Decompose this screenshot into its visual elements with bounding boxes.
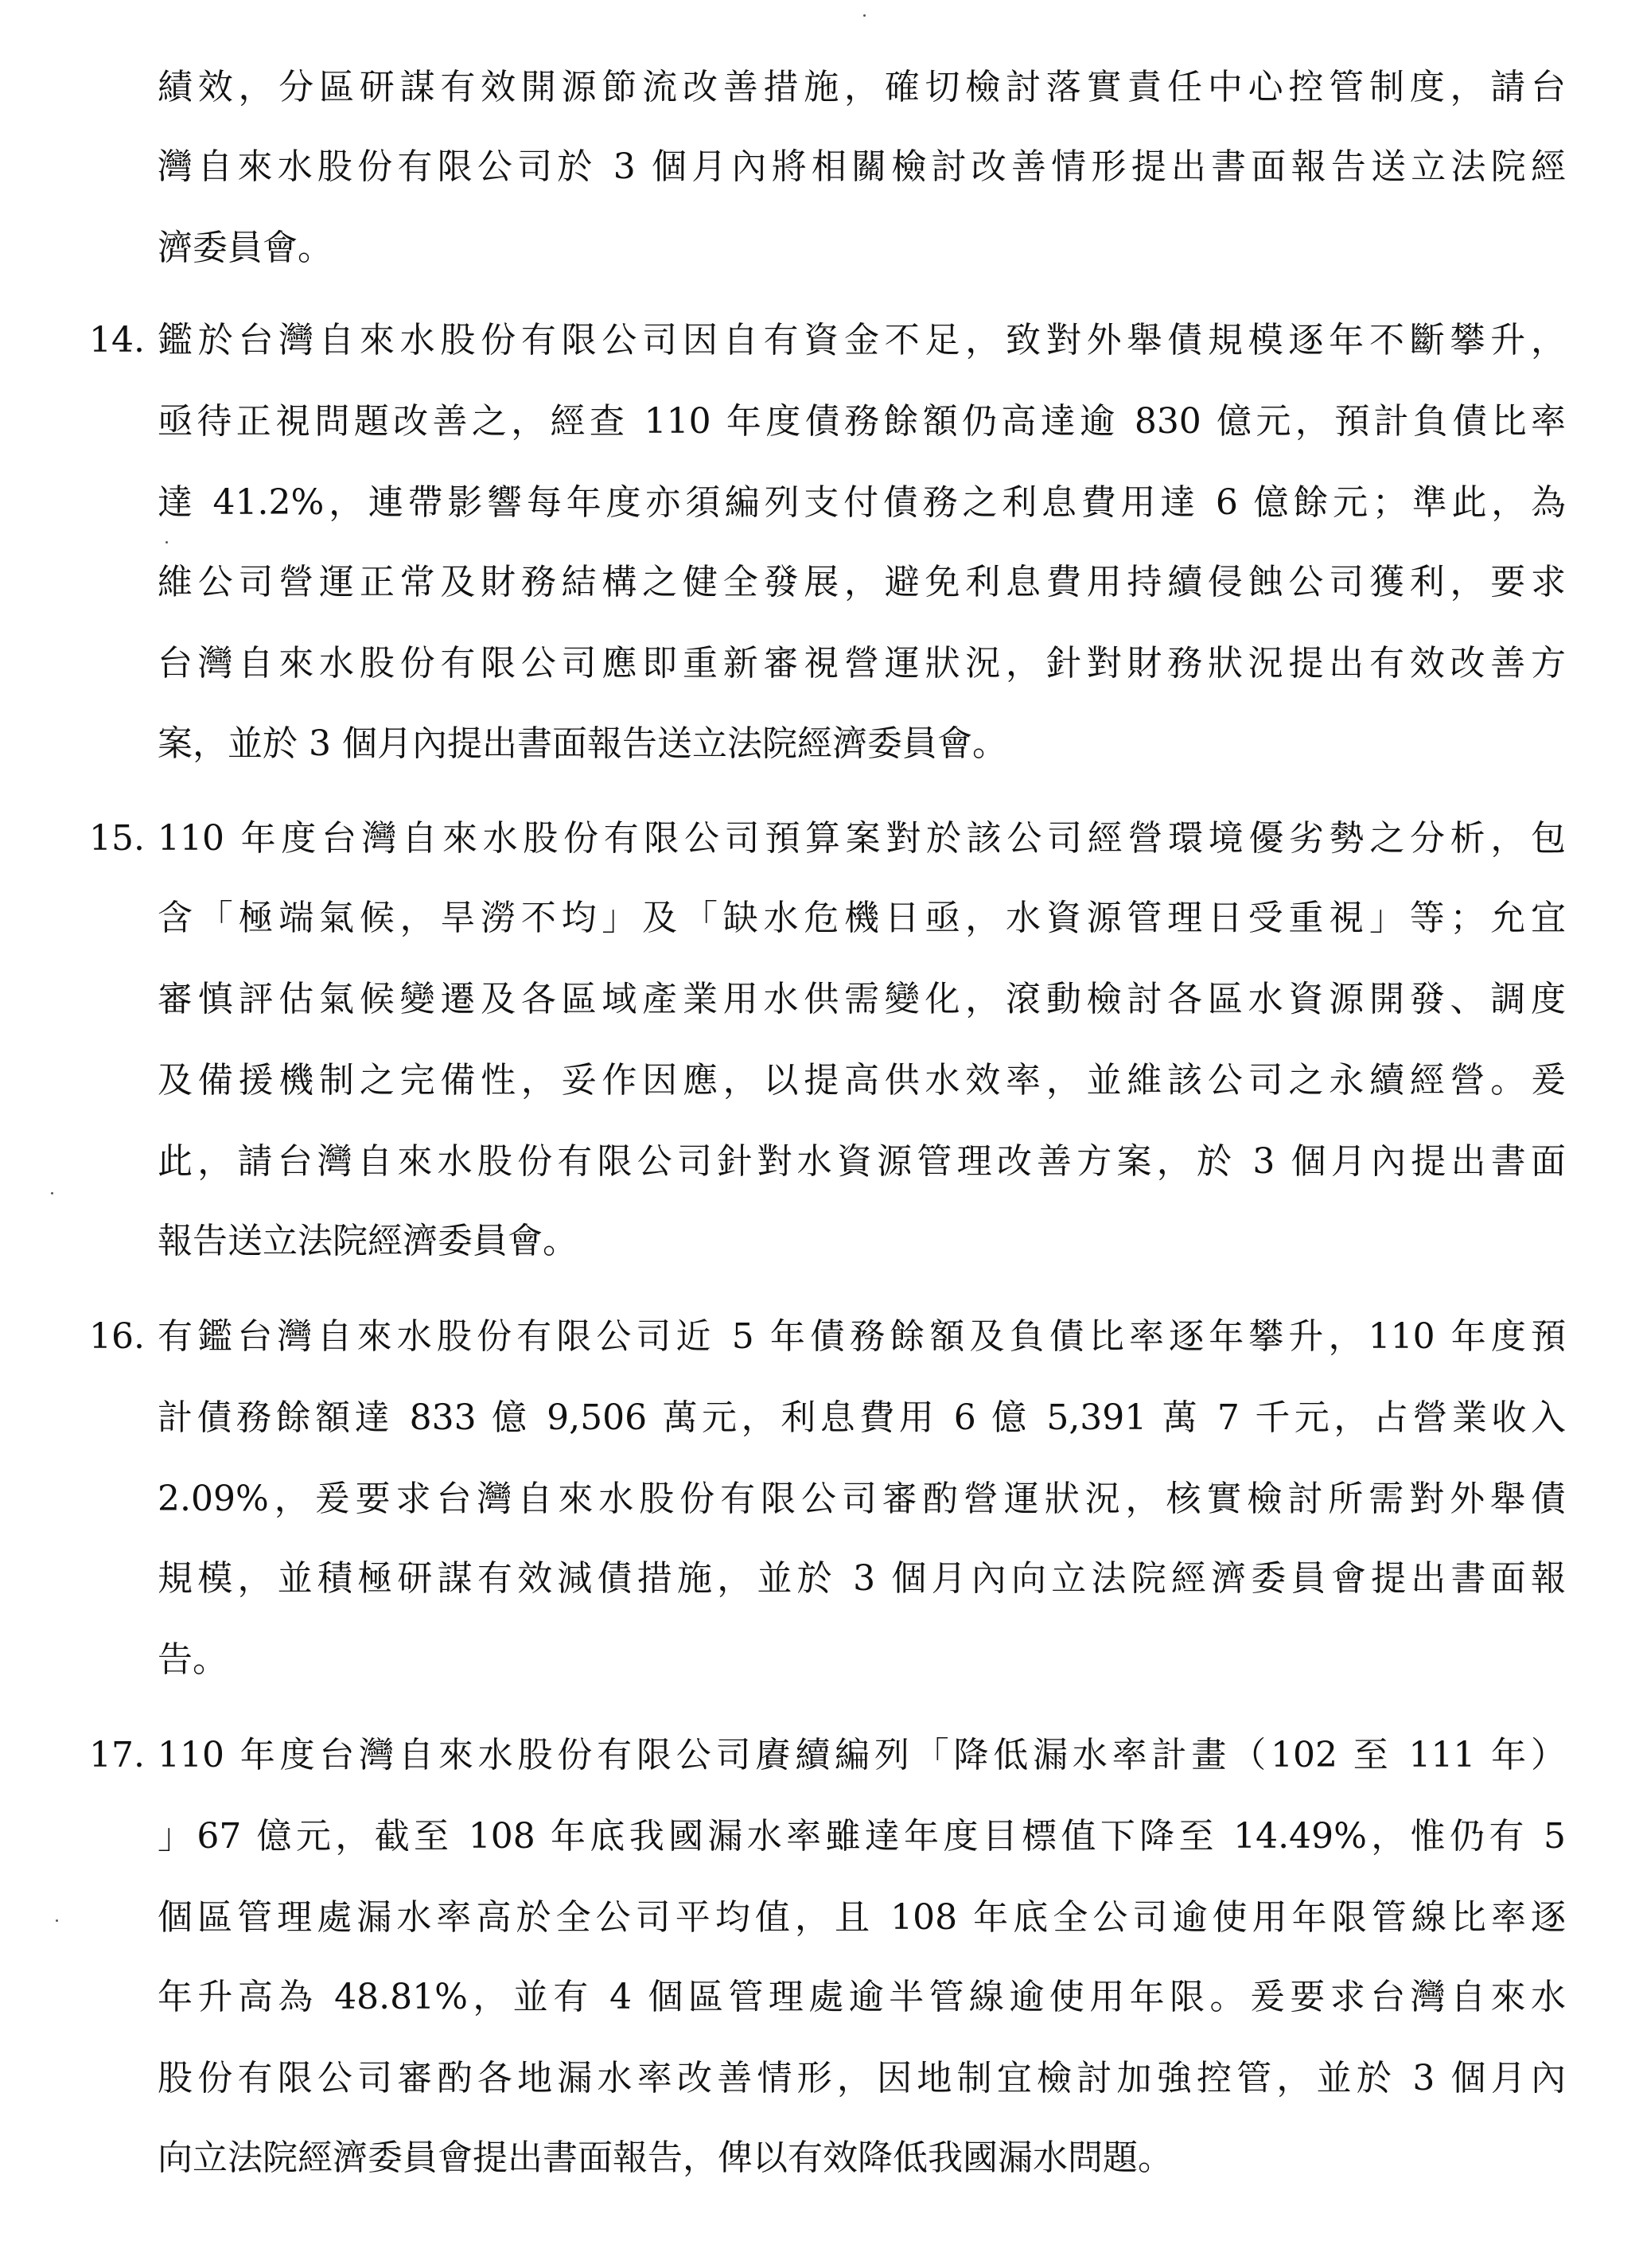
scan-speck (863, 14, 866, 17)
paragraph-line: 」67 億元，截至 108 年底我國漏水率雖達年度目標值下降至 14.49%，惟仍有 5 (158, 1816, 1566, 1857)
item-number: 14. (89, 320, 145, 360)
paragraph-line: 案，並於 3 個月內提出書面報告送立法院經濟委員會。 (158, 723, 1007, 764)
paragraph-line: 亟待正視問題改善之，經查 110 年度債務餘額仍高達逾 830 億元，預計負債比率 (158, 401, 1566, 442)
paragraph-line: 有鑑台灣自來水股份有限公司近 5 年債務餘額及負債比率逐年攀升，110 年度預 (158, 1316, 1566, 1357)
scan-speck (51, 1192, 53, 1194)
paragraph-line: 審慎評估氣候變遷及各區域產業用水供需變化，滾動檢討各區水資源開發、調度 (158, 979, 1566, 1019)
paragraph-line: 計債務餘額達 833 億 9,506 萬元，利息費用 6 億 5,391 萬 7 千元，占營業收入 (158, 1397, 1566, 1438)
paragraph-line: 規模，並積極研謀有效減債措施，並於 3 個月內向立法院經濟委員會提出書面報 (158, 1558, 1566, 1599)
paragraph-line: 股份有限公司審酌各地漏水率改善情形，因地制宜檢討加強控管，並於 3 個月內 (158, 2058, 1566, 2098)
paragraph-line: 報告送立法院經濟委員會。 (158, 1221, 578, 1261)
item-number: 16. (89, 1316, 145, 1357)
scan-speck (165, 541, 168, 544)
scan-speck (56, 1919, 58, 1922)
paragraph-line: 2.09%，爰要求台灣自來水股份有限公司審酌營運狀況，核實檢討所需對外舉債 (158, 1479, 1566, 1519)
paragraph-line: 含「極端氣候，旱澇不均」及「缺水危機日亟，水資源管理日受重視」等；允宜 (158, 898, 1566, 938)
paragraph-line: 及備援機制之完備性，妥作因應，以提高供水效率，並維該公司之永續經營。爰 (158, 1060, 1566, 1101)
paragraph-line: 告。 (158, 1639, 228, 1680)
item-number: 15. (89, 818, 145, 859)
paragraph-line: 110 年度台灣自來水股份有限公司預算案對於該公司經營環境優劣勢之分析，包 (158, 818, 1566, 859)
paragraph-line: 鑑於台灣自來水股份有限公司因自有資金不足，致對外舉債規模逐年不斷攀升， (158, 320, 1566, 360)
paragraph-line: 維公司營運正常及財務結構之健全發展，避免利息費用持續侵蝕公司獲利，要求 (158, 562, 1566, 602)
paragraph-line: 達 41.2%，連帶影響每年度亦須編列支付債務之利息費用達 6 億餘元；準此，為 (158, 482, 1566, 523)
paragraph-line: 台灣自來水股份有限公司應即重新審視營運狀況，針對財務狀況提出有效改善方 (158, 643, 1566, 684)
item-number: 17. (89, 1735, 145, 1775)
paragraph-line: 向立法院經濟委員會提出書面報告，俾以有效降低我國漏水問題。 (158, 2137, 1173, 2178)
paragraph-line: 濟委員會。 (158, 228, 333, 268)
paragraph-line: 110 年度台灣自來水股份有限公司賡續編列「降低漏水率計畫（102 至 111 年） (158, 1735, 1566, 1775)
paragraph-line: 此，請台灣自來水股份有限公司針對水資源管理改善方案，於 3 個月內提出書面 (158, 1141, 1566, 1182)
paragraph-line: 年升高為 48.81%，並有 4 個區管理處逾半管線逾使用年限。爰要求台灣自來水 (158, 1977, 1566, 2017)
paragraph-line: 績效，分區研謀有效開源節流改善措施，確切檢討落實責任中心控管制度，請台 (158, 67, 1566, 107)
paragraph-line: 灣自來水股份有限公司於 3 個月內將相關檢討改善情形提出書面報告送立法院經 (158, 146, 1566, 187)
paragraph-line: 個區管理處漏水率高於全公司平均值，且 108 年底全公司逾使用年限管線比率逐 (158, 1897, 1566, 1938)
